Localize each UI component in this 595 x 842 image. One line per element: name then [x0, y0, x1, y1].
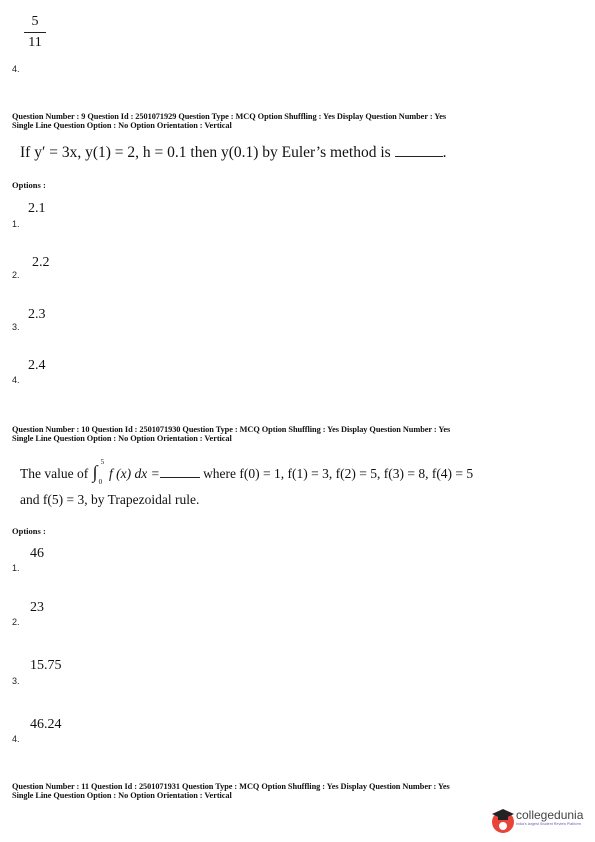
- q10-option-1-value[interactable]: 46: [30, 546, 44, 561]
- q9-option-4-index: 4.: [12, 375, 20, 385]
- fraction-option: [24, 14, 46, 51]
- q9-options-label: Options :: [12, 180, 46, 190]
- q11-meta: [12, 782, 450, 800]
- integral-lower-limit: 0: [98, 478, 103, 486]
- integral-sign: [92, 458, 106, 486]
- q10-meta: [12, 425, 450, 443]
- q10-option-4-index: 4.: [12, 734, 20, 744]
- fraction-denominator: 11: [28, 35, 42, 50]
- q10-text-middle: where f(0) = 1, f(1) = 3, f(2) = 5, f(3) = 8, f(4) = 5: [203, 466, 474, 481]
- q9-option-3-index: 3.: [12, 322, 20, 332]
- q9-text-suffix: .: [442, 144, 447, 161]
- graduate-cap-icon: [490, 806, 516, 834]
- q11-meta-line2: Single Line Question Option : No Option Orientation : Vertical: [12, 791, 232, 800]
- logo-brand-text: collegedunia: [516, 808, 584, 822]
- q10-option-2-value[interactable]: 23: [30, 600, 44, 615]
- q10-meta-line2: Single Line Question Option : No Option Orientation : Vertical: [12, 434, 232, 443]
- option-index: 4.: [12, 64, 20, 74]
- q10-integrand: f (x) dx =: [108, 466, 160, 481]
- q11-meta-line1: Question Number : 11 Question Id : 2501071931 Question Type : MCQ Option Shuffling : Yes Display Question Number : Yes: [12, 782, 450, 791]
- q10-text-prefix: The value of: [20, 466, 89, 481]
- q9-text-prefix: If y′ = 3x, y(1) = 2, h = 0.1 then y(0.1) by Euler’s method is: [20, 144, 391, 161]
- logo-tagline: India's largest Student Review Platform: [516, 822, 581, 826]
- answer-blank: [160, 476, 200, 478]
- integral-symbol-icon: ∫: [92, 462, 98, 482]
- q10-meta-line1: Question Number : 10 Question Id : 2501071930 Question Type : MCQ Option Shuffling : Yes Display Question Number : Yes: [12, 425, 451, 434]
- q10-option-1-index: 1.: [12, 563, 20, 573]
- q9-option-2-value[interactable]: 2.2: [32, 255, 50, 270]
- q9-option-1-value[interactable]: 2.1: [28, 201, 46, 216]
- q10-options-label: Options :: [12, 526, 46, 536]
- q9-meta-line1: Question Number : 9 Question Id : 2501071929 Question Type : MCQ Option Shuffling : Yes Display Question Number : Yes: [12, 112, 447, 121]
- answer-blank: [395, 155, 443, 157]
- q9-option-3-value[interactable]: 2.3: [28, 307, 46, 322]
- q9-meta-line2: Single Line Question Option : No Option Orientation : Vertical: [12, 121, 232, 130]
- integral-upper-limit: 5: [100, 458, 105, 466]
- q10-question-line1: [20, 458, 474, 486]
- q10-option-3-value[interactable]: 15.75: [30, 658, 62, 673]
- q10-option-2-index: 2.: [12, 617, 20, 627]
- q10-option-3-index: 3.: [12, 676, 20, 686]
- q10-text-line2: and f(5) = 3, by Trapezoidal rule.: [20, 492, 200, 507]
- fraction-numerator: 5: [31, 14, 39, 29]
- fraction-bar: [24, 32, 46, 33]
- q9-option-1-index: 1.: [12, 219, 20, 229]
- q9-meta: [12, 112, 446, 130]
- q9-option-4-value[interactable]: 2.4: [28, 358, 46, 373]
- q10-option-4-value[interactable]: 46.24: [30, 717, 62, 732]
- q9-question-text: [20, 142, 446, 164]
- q9-option-2-index: 2.: [12, 270, 20, 280]
